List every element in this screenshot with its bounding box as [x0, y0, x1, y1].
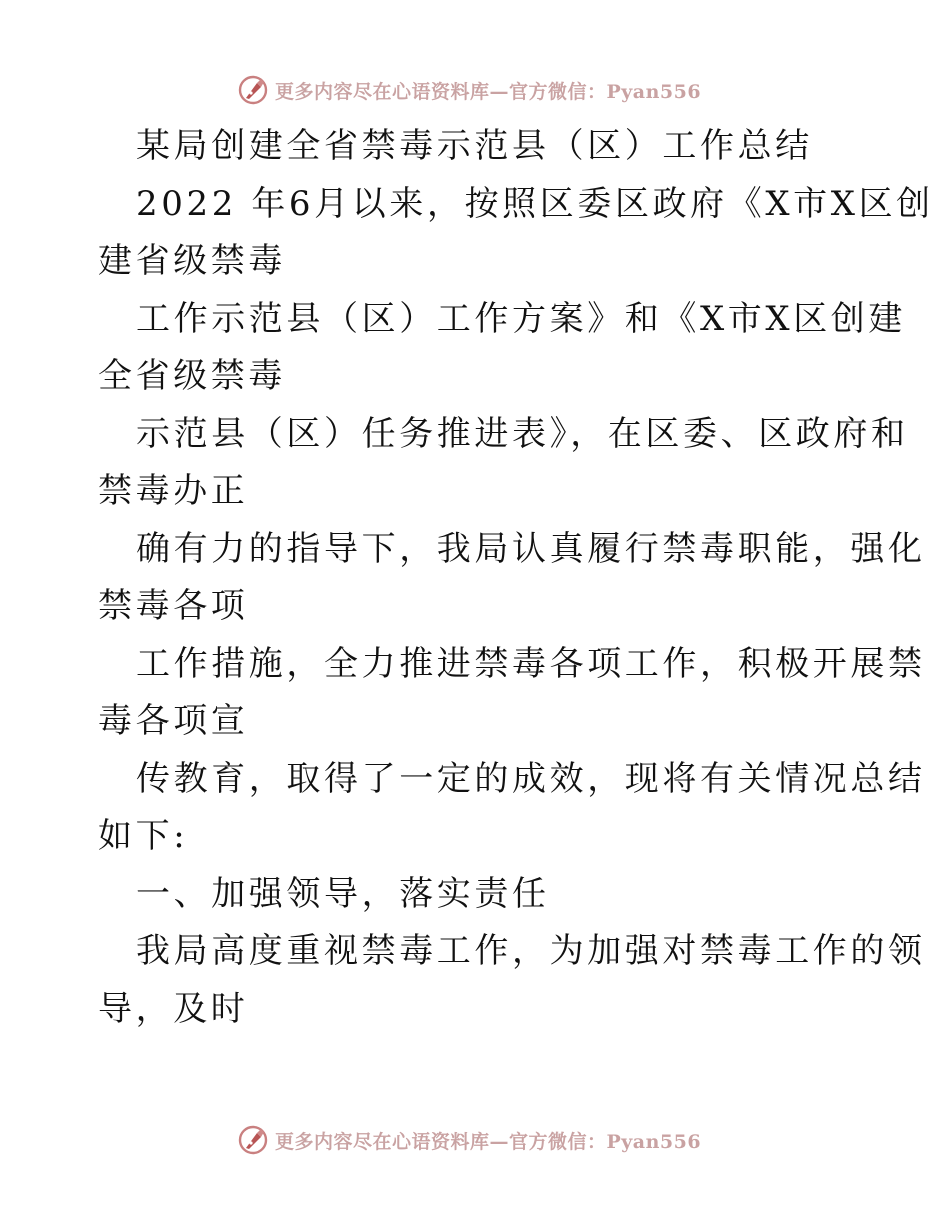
- document-title: 某局创建全省禁毒示范县（区）工作总结: [136, 126, 813, 166]
- paragraph-line: 工作示范县（区）工作方案》和《X市X区创建: [136, 298, 907, 339]
- paragraph-line: 确有力的指导下，我局认真履行禁毒职能，强化: [136, 528, 926, 569]
- paragraph-line: 建省级禁毒: [98, 241, 286, 281]
- paragraph-line: 示范县（区）任务推进表》，在区委、区政府和: [136, 413, 909, 454]
- document-body: [98, 118, 934, 1038]
- paragraph-line: 我局高度重视禁毒工作，为加强对禁毒工作的领: [136, 931, 926, 971]
- header-watermark: [0, 70, 950, 110]
- paragraph-line: 禁毒各项: [98, 586, 249, 626]
- pen-nib-logo-icon: [237, 74, 269, 106]
- paragraph-line: 毒各项宣: [98, 701, 249, 741]
- paragraph-line: 导，及时: [98, 988, 249, 1029]
- footer-watermark: [0, 1120, 950, 1160]
- watermark-text: 更多内容尽在心语资料库—官方微信：Pyan556: [274, 1130, 702, 1153]
- pen-nib-logo-icon: [237, 1124, 269, 1156]
- watermark-text: 更多内容尽在心语资料库—官方微信：Pyan556: [274, 80, 702, 103]
- paragraph-line: 如下:: [98, 816, 189, 856]
- paragraph-line: 禁毒办正: [98, 471, 249, 511]
- paragraph-line: 传教育，取得了一定的成效，现将有关情况总结: [136, 758, 926, 799]
- section-heading: 一、加强领导，落实责任: [136, 873, 550, 914]
- paragraph-line: 工作措施，全力推进禁毒各项工作，积极开展禁: [136, 643, 926, 684]
- paragraph-line: 全省级禁毒: [98, 356, 286, 396]
- paragraph-line: 2022 年6月以来，按照区委区政府《X市X区创: [136, 183, 934, 224]
